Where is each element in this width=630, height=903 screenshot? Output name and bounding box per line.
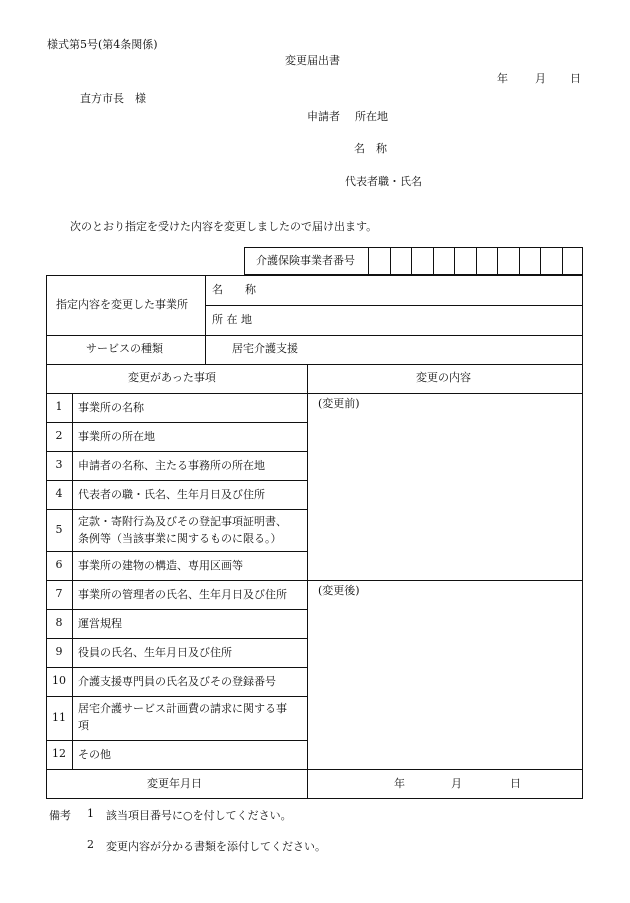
header-day-label: 日 — [570, 72, 581, 85]
service-type-label: サービスの種類 — [86, 342, 163, 355]
header-year-label: 年 — [497, 72, 508, 85]
digit-divider — [562, 247, 563, 275]
note-2-text: 変更内容が分かる書類を添付してください。 — [106, 840, 326, 853]
office-name-label: 名 称 — [212, 283, 256, 296]
col-rule — [72, 393, 73, 769]
row-rule — [46, 580, 583, 581]
row-rule — [46, 335, 583, 336]
item-number: 3 — [55, 458, 63, 471]
change-day-label: 日 — [510, 777, 521, 790]
row-rule — [46, 740, 307, 741]
notes-label: 備考 — [49, 809, 71, 822]
intro-text: 次のとおり指定を受けた内容を変更しましたので届け出ます。 — [70, 220, 378, 233]
row-rule — [46, 480, 307, 481]
item-text-line-2: 条例等（当該事業に関するものに限る。） — [78, 532, 282, 545]
note-2-number: 2 — [87, 838, 94, 851]
change-month-label: 月 — [451, 777, 462, 790]
item-text: 申請者の名称、主たる事務所の所在地 — [78, 459, 265, 472]
form-number: 様式第5号(第4条関係) — [47, 38, 158, 51]
page-title: 変更届出書 — [285, 54, 340, 67]
item-text: 代表者の職・氏名、生年月日及び住所 — [78, 488, 265, 501]
digit-divider — [519, 247, 520, 275]
item-number: 6 — [55, 558, 63, 571]
row-rule — [46, 364, 583, 365]
representative-label: 代表者職・氏名 — [345, 175, 422, 188]
item-text: 介護支援専門員の氏名及びその登録番号 — [78, 675, 276, 688]
row-rule — [205, 305, 583, 306]
note-1-number: 1 — [87, 807, 94, 820]
note-1-text: 該当項目番号に○を付してください。 — [106, 809, 292, 822]
item-number: 5 — [55, 523, 63, 536]
item-text-line-2: 項 — [78, 719, 89, 732]
row-rule — [46, 638, 307, 639]
row-rule — [46, 696, 307, 697]
address-label: 所在地 — [355, 110, 388, 123]
row-rule — [46, 451, 307, 452]
item-number: 2 — [55, 429, 63, 442]
row-rule — [46, 509, 307, 510]
addressee: 直方市長 様 — [80, 92, 146, 105]
digit-divider — [411, 247, 412, 275]
change-year-label: 年 — [394, 777, 405, 790]
digit-divider — [540, 247, 541, 275]
provider-number-divider — [368, 247, 369, 275]
office-label: 指定内容を変更した事業所 — [56, 298, 188, 311]
item-text: 事業所の建物の構造、専用区画等 — [78, 559, 243, 572]
name-label: 名 称 — [354, 142, 387, 155]
item-number: 4 — [55, 487, 63, 500]
item-text: 事業所の名称 — [78, 401, 144, 414]
item-text-line-1: 定款・寄附行為及びその登記事項証明書、 — [78, 515, 287, 528]
item-text-line-1: 居宅介護サービス計画費の請求に関する事 — [78, 702, 287, 715]
row-rule — [46, 551, 307, 552]
row-rule — [46, 422, 307, 423]
item-number: 10 — [52, 674, 66, 687]
digit-divider — [390, 247, 391, 275]
item-number: 8 — [55, 616, 63, 629]
col-rule — [205, 275, 206, 364]
item-number: 1 — [55, 400, 63, 413]
digit-divider — [497, 247, 498, 275]
row-rule — [46, 769, 583, 770]
row-rule — [46, 609, 307, 610]
row-rule — [46, 667, 307, 668]
office-address-label: 所 在 地 — [212, 313, 252, 326]
item-number: 9 — [55, 645, 63, 658]
item-number: 11 — [52, 711, 66, 724]
items-column-header: 変更があった事項 — [128, 371, 216, 384]
change-date-label: 変更年月日 — [147, 777, 202, 790]
applicant-label: 申請者 — [307, 110, 340, 123]
col-rule — [307, 364, 308, 799]
item-text: 役員の氏名、生年月日及び住所 — [78, 646, 232, 659]
service-type-value: 居宅介護支援 — [232, 342, 298, 355]
digit-divider — [476, 247, 477, 275]
header-month-label: 月 — [535, 72, 546, 85]
content-column-header: 変更の内容 — [416, 371, 471, 384]
digit-divider — [454, 247, 455, 275]
provider-number-label: 介護保険事業者番号 — [256, 254, 355, 267]
after-label: (変更後) — [318, 584, 360, 597]
item-number: 7 — [55, 587, 63, 600]
item-text: 運営規程 — [78, 617, 122, 630]
item-text: 事業所の所在地 — [78, 430, 155, 443]
digit-divider — [433, 247, 434, 275]
item-text: その他 — [78, 748, 111, 761]
item-text: 事業所の管理者の氏名、生年月日及び住所 — [78, 588, 287, 601]
before-label: (変更前) — [318, 397, 360, 410]
row-rule — [46, 393, 583, 394]
item-number: 12 — [52, 747, 66, 760]
